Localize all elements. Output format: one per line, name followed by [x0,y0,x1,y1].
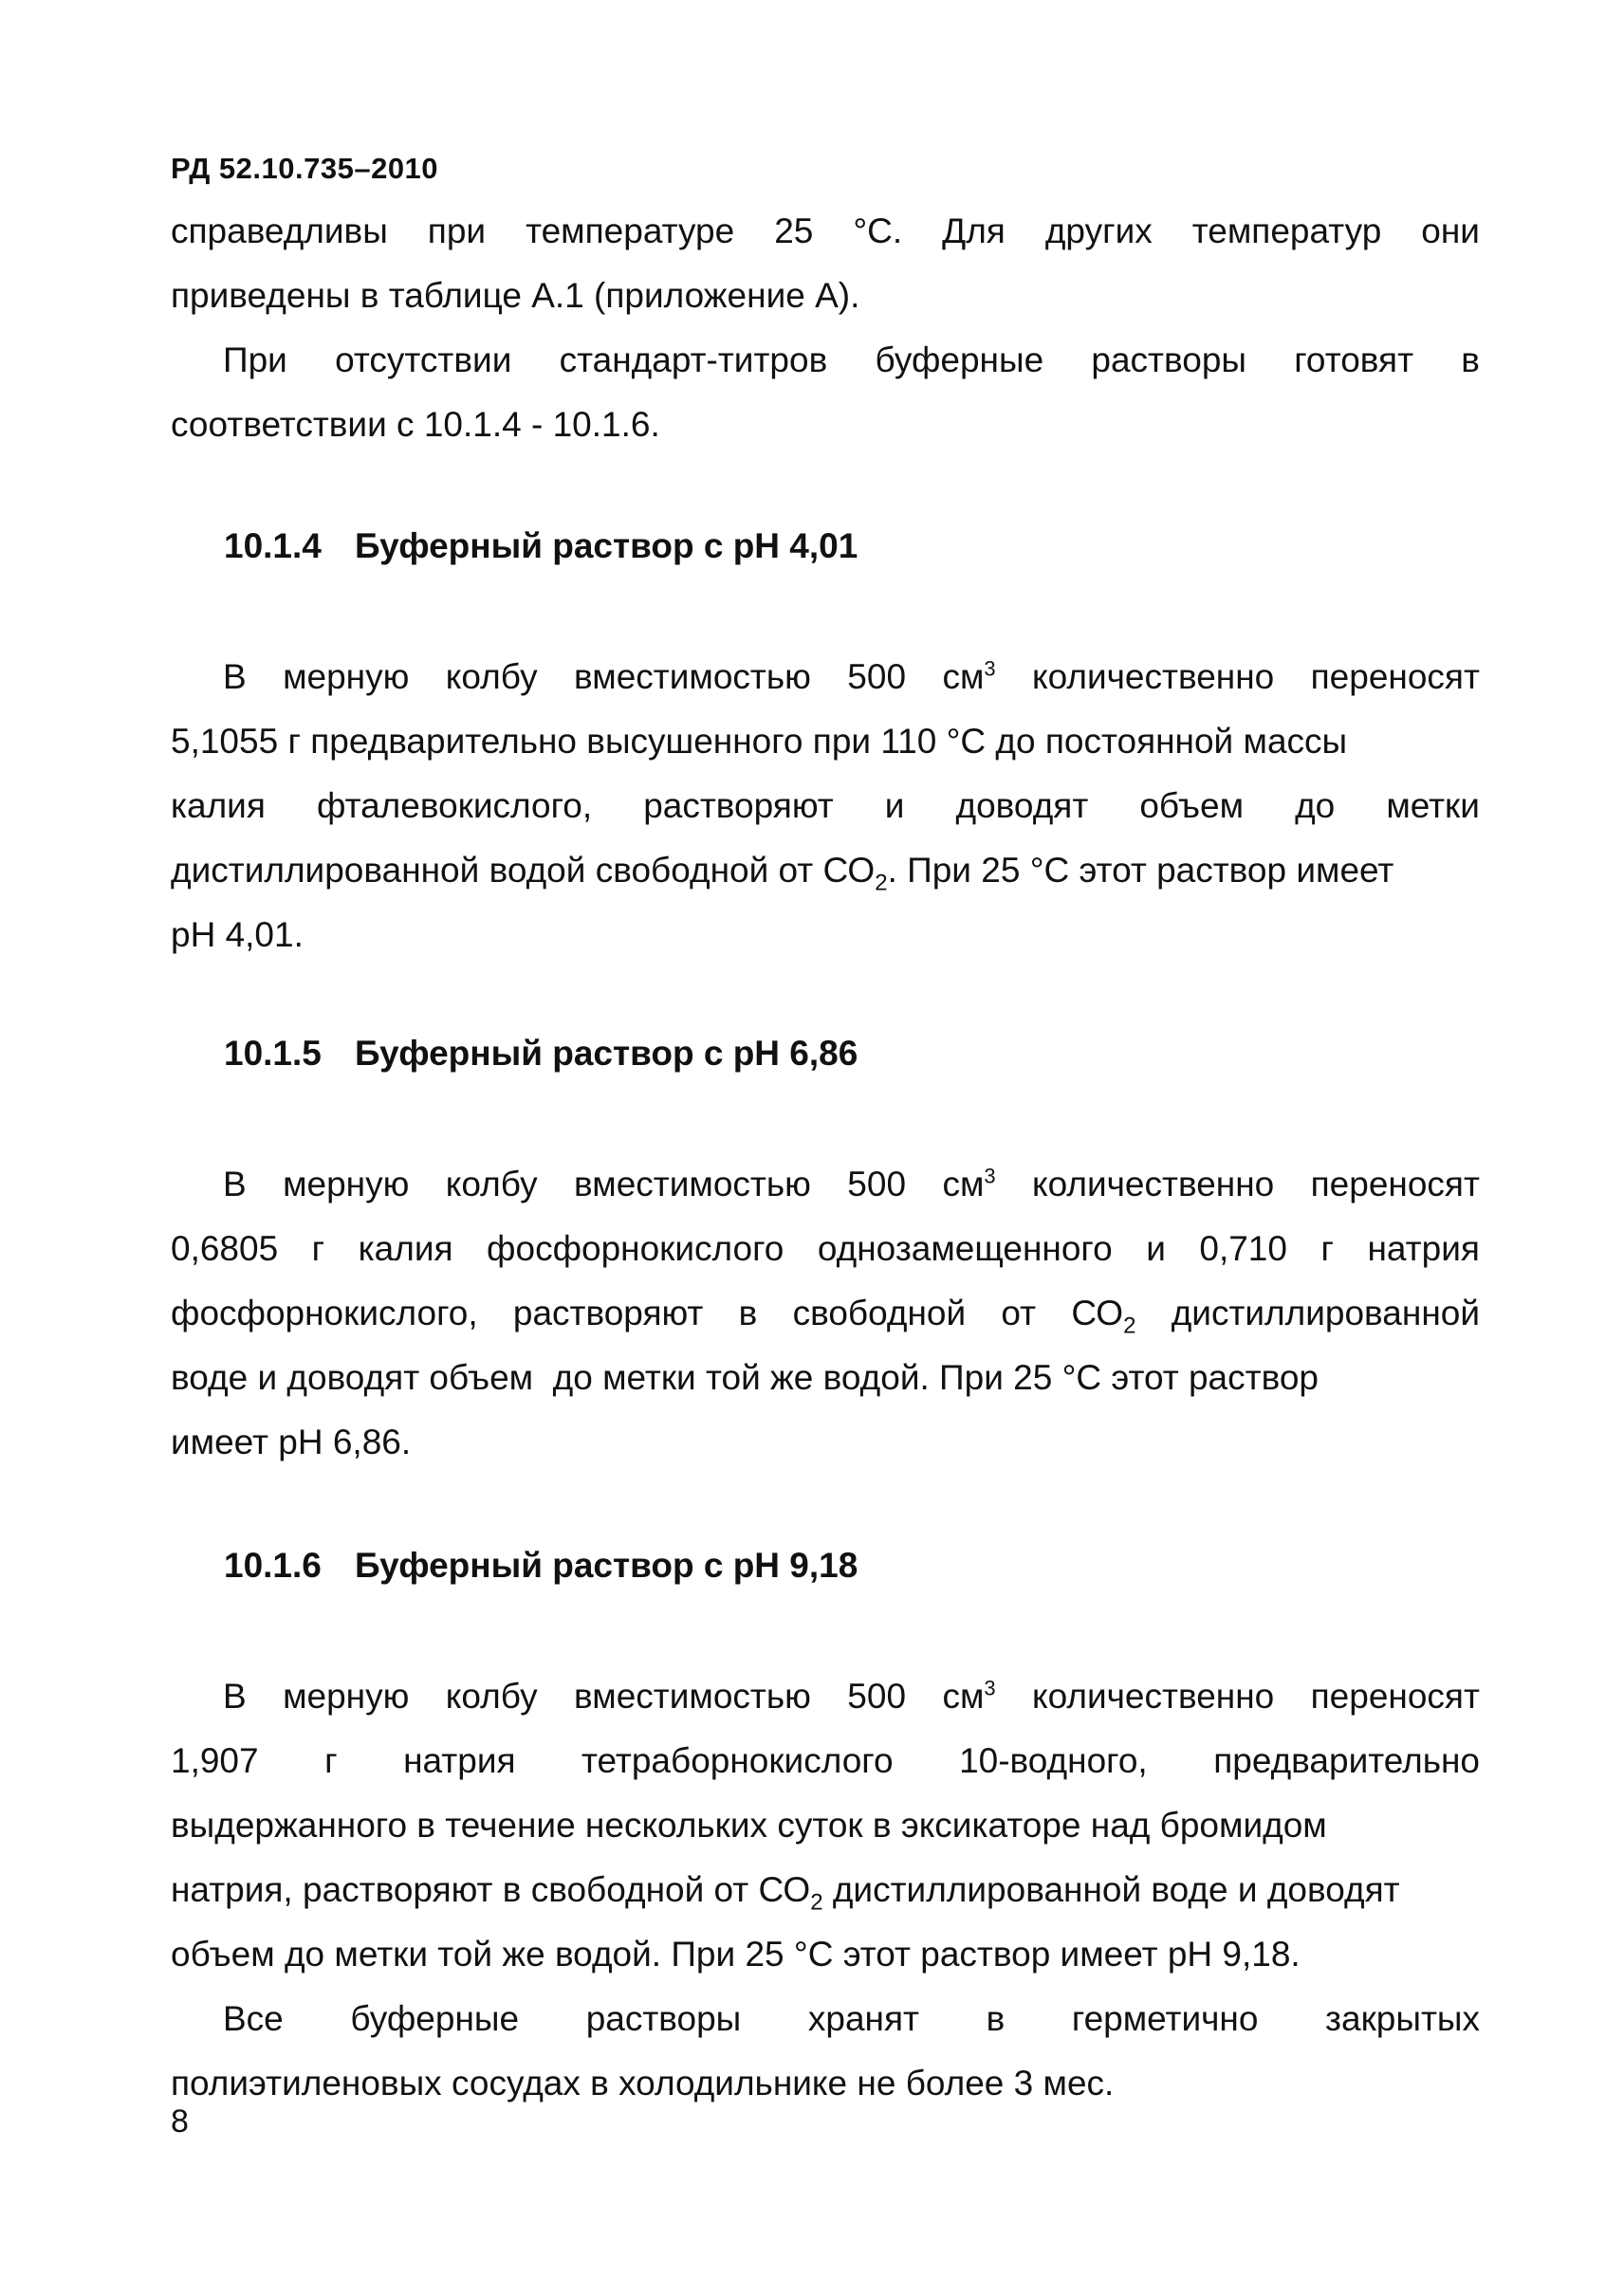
intro-p2-line2: соответствии с 10.1.4 - 10.1.6. [171,405,660,444]
section-1015-title: Буферный раствор с рН 6,86 [355,1034,858,1073]
intro-p2-line1: При отсутствии стандарт-титров буферные растворы готовят в [223,340,1480,379]
section-1016-heading [224,1546,858,1586]
closing-line2: полиэтиленовых сосудах в холодильнике не более 3 мес. [171,2064,1115,2103]
closing-line1: Все буферные растворы хранят в герметично закрытых [223,1999,1480,2038]
section-1014-title: Буферный раствор с рН 4,01 [355,526,858,565]
section-1014-line1: В мерную колбу вместимостью 500 $см^3$ количественно переносят [223,656,1480,696]
intro-p1-line2: приведены в таблице А.1 (приложение А). [171,276,860,315]
section-1015-line2: 0,6805 г калия фосфорнокислого однозамещенного и 0,710 г натрия [171,1229,1480,1268]
section-1014-heading [224,526,858,566]
section-1016-line5: объем до метки той же водой. При 25 °С этот раствор имеет рН 9,18. [171,1935,1301,1974]
section-1015-line3: фосфорнокислого, растворяют в свободной от $СО_2$ дистиллированной [171,1294,1480,1339]
section-1014-line2: 5,1055 г предварительно высушенного при 110 °С до постоянной массы [171,722,1348,761]
section-1014-line5: рН 4,01. [171,915,304,954]
intro-p1-line1: справедливы при температуре 25 °С. Для других температур они [171,211,1480,250]
section-1014-line3: калия фталевокислого, растворяют и доводят объем до метки [171,786,1480,825]
section-1015-line1: В мерную колбу вместимостью 500 $см^3$ количественно переносят [223,1164,1480,1203]
section-1016-line3: выдержанного в течение нескольких суток в эксикаторе над бромидом [171,1806,1327,1845]
section-1016-number: 10.1.6 [224,1546,322,1585]
section-1014-body [171,645,1480,967]
section-1014-line4: дистиллированной водой свободной от $СО_2$. При 25 °С этот раствор имеет [171,851,1394,896]
section-1015-heading [224,1034,858,1074]
section-1016-line4: натрия, растворяют в свободной от $СО_2$ дистиллированной воде и доводят [171,1870,1400,1916]
document-code: РД 52.10.735–2010 [171,152,439,185]
section-1015-number: 10.1.5 [224,1034,322,1073]
section-1015-line5: имеет рН 6,86. [171,1423,412,1461]
section-1016-body [171,1664,1480,2116]
intro-paragraphs [171,199,1480,457]
section-1016-line1: В мерную колбу вместимостью 500 $см^3$ количественно переносят [223,1676,1480,1716]
page-number: 8 [171,2103,189,2140]
section-1016-title: Буферный раствор с рН 9,18 [355,1546,858,1585]
section-1016-line2: 1,907 г натрия тетраборнокислого 10-водного, предварительно [171,1741,1480,1780]
section-1015-body [171,1152,1480,1475]
section-1015-line4: воде и доводят объем до метки той же водой. При 25 °С этот раствор [171,1358,1319,1397]
section-1014-number: 10.1.4 [224,526,322,565]
